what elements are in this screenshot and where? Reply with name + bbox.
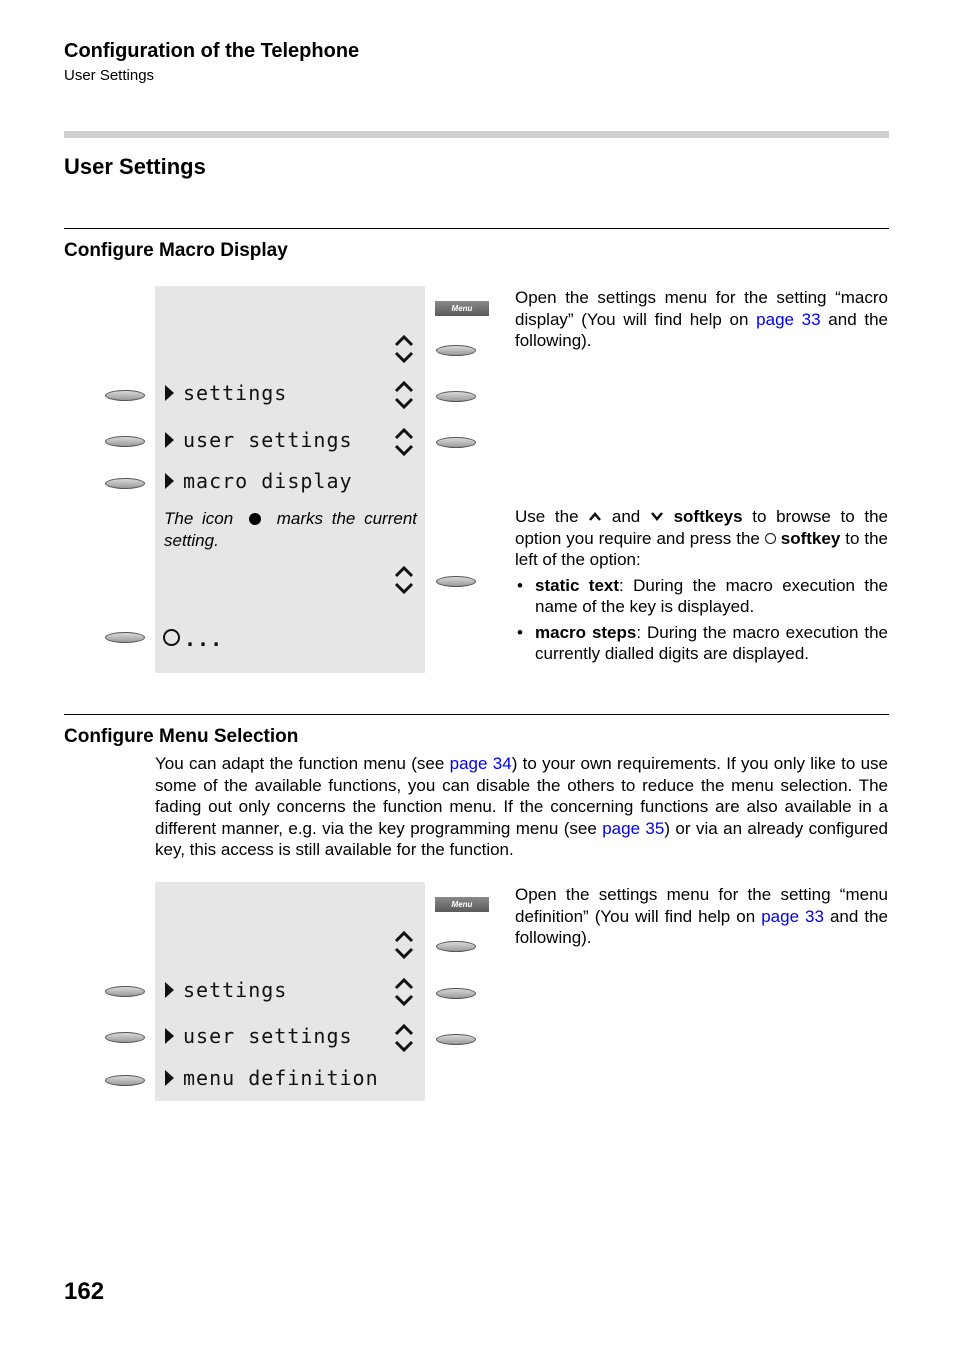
left-softkey[interactable] bbox=[105, 390, 145, 401]
lcd-row-menu-definition: menu definition bbox=[165, 1066, 379, 1090]
menusel-heading: Configure Menu Selection bbox=[64, 726, 299, 747]
up-down-icon bbox=[393, 332, 415, 366]
macro-step1-text: Open the settings menu for the setting “macro display” (You will find help on page 33 and the following). bbox=[515, 288, 888, 350]
left-softkey[interactable] bbox=[105, 436, 145, 447]
arrow-right-icon bbox=[165, 432, 174, 448]
option-list bbox=[515, 575, 888, 665]
lcd-row-user-settings: user settings bbox=[165, 1024, 353, 1048]
page-link[interactable]: page 33 bbox=[761, 906, 824, 926]
left-softkey[interactable] bbox=[105, 478, 145, 489]
right-softkey[interactable] bbox=[436, 576, 476, 587]
empty-circle-icon bbox=[163, 629, 180, 646]
arrow-right-icon bbox=[165, 982, 174, 998]
menusel-step1-text: Open the settings menu for the setting “menu definition” (You will find help on page 33 and the following). bbox=[515, 885, 888, 947]
page-link[interactable]: page 33 bbox=[756, 309, 821, 329]
list-item: • static text: During the macro execution the name of the key is displayed. bbox=[515, 575, 888, 618]
left-softkey[interactable] bbox=[105, 1075, 145, 1086]
menu-key[interactable]: Menu bbox=[435, 301, 489, 316]
left-softkey[interactable] bbox=[105, 632, 145, 643]
lcd-row-settings: settings bbox=[165, 381, 287, 405]
down-icon bbox=[650, 510, 664, 522]
running-header-subtitle: User Settings bbox=[64, 67, 155, 84]
right-softkey[interactable] bbox=[436, 988, 476, 999]
page-link[interactable]: page 35 bbox=[602, 818, 665, 838]
lcd-row-user-settings: user settings bbox=[165, 428, 353, 452]
right-softkey[interactable] bbox=[436, 391, 476, 402]
up-down-icon bbox=[393, 378, 415, 412]
up-icon bbox=[588, 510, 602, 522]
up-down-icon bbox=[393, 1021, 415, 1055]
section-bar bbox=[64, 131, 889, 138]
left-softkey[interactable] bbox=[105, 986, 145, 997]
lcd-row-macro-display: macro display bbox=[165, 469, 353, 493]
macro-step2-text: Use the and softkeys to browse to the option you require and press the softkey to the left of the option: • static text: During the macro execution the name of the key is displayed. • macro steps: During the macro execution the currently dialled digits are displayed. bbox=[515, 506, 888, 669]
left-softkey[interactable] bbox=[105, 1032, 145, 1043]
section-title: User Settings bbox=[64, 154, 206, 179]
up-down-icon bbox=[393, 425, 415, 459]
menusel-intro: You can adapt the function menu (see page 34) to your own requirements. If you only like to use some of the available functions, you can disable the others to reduce the menu selection. The fading out only concerns the function menu. If the concerning functions are also available in a different manner, e.g. via the key programming menu (see page 35) or via an already configured key, this access is still available for the function. bbox=[155, 754, 889, 859]
empty-circle-icon bbox=[765, 533, 776, 544]
up-down-icon bbox=[393, 563, 415, 597]
divider bbox=[64, 714, 889, 715]
macro-heading: Configure Macro Display bbox=[64, 240, 288, 261]
up-down-icon bbox=[393, 928, 415, 962]
right-softkey[interactable] bbox=[436, 345, 476, 356]
arrow-right-icon bbox=[165, 1070, 174, 1086]
page-link[interactable]: page 34 bbox=[449, 754, 512, 773]
running-header-title: Configuration of the Telephone bbox=[64, 40, 360, 62]
divider bbox=[64, 228, 889, 229]
right-softkey[interactable] bbox=[436, 1034, 476, 1045]
lcd-row-settings: settings bbox=[165, 978, 287, 1002]
arrow-right-icon bbox=[165, 473, 174, 489]
up-down-icon bbox=[393, 975, 415, 1009]
menu-key[interactable]: Menu bbox=[435, 897, 489, 912]
list-item: • macro steps: During the macro execution the currently dialled digits are displayed. bbox=[515, 622, 888, 665]
arrow-right-icon bbox=[165, 385, 174, 401]
right-softkey[interactable] bbox=[436, 941, 476, 952]
page-number: 162 bbox=[64, 1278, 105, 1305]
lcd-row-option: ... bbox=[163, 627, 223, 651]
arrow-right-icon bbox=[165, 1028, 174, 1044]
filled-circle-icon bbox=[249, 513, 261, 525]
right-softkey[interactable] bbox=[436, 437, 476, 448]
panel-caption: The icon marks the current setting. bbox=[164, 509, 418, 550]
